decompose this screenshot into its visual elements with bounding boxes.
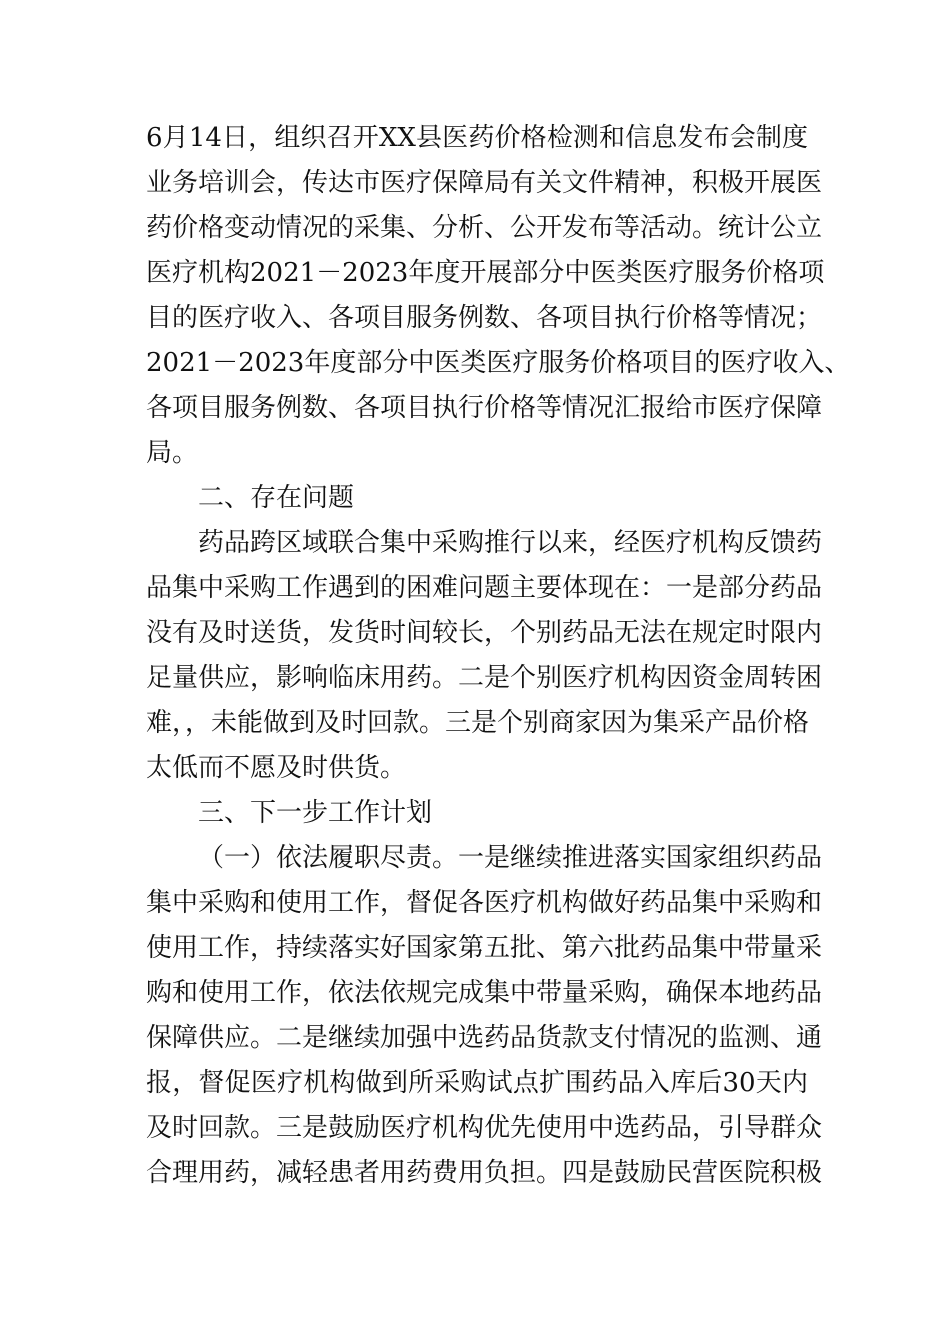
text-line: 业务培训会，传达市医疗保障局有关文件精神，积极开展医 (146, 168, 823, 198)
text-line: 2021－2023年度部分中医类医疗服务价格项目的医疗收入、 (146, 348, 851, 378)
paragraph-work-plan (146, 836, 823, 1196)
text-line: 购和使用工作，依法依规完成集中带量采购，确保本地药品 (146, 978, 823, 1008)
text-line: 目的医疗收入、各项目服务例数、各项目执行价格等情况； (146, 303, 823, 333)
section-heading-next-steps: 三、下一步工作计划 (198, 798, 433, 828)
document-body (146, 116, 851, 1196)
text-line: 足量供应，影响临床用药。二是个别医疗机构因资金周转困 (146, 663, 823, 693)
text-line: 保障供应。二是继续加强中选药品货款支付情况的监测、通 (146, 1023, 823, 1053)
text-line: （一）依法履职尽责。一是继续推进落实国家组织药品 (198, 843, 823, 873)
section-heading-problems: 二、存在问题 (198, 483, 355, 513)
text-line: 药品跨区域联合集中采购推行以来，经医疗机构反馈药 (198, 528, 823, 558)
text-line: 使用工作，持续落实好国家第五批、第六批药品集中带量采 (146, 933, 823, 963)
paragraph-medical-price-info (146, 116, 851, 476)
text-line: 局。 (146, 438, 199, 468)
paragraph-existing-problems (146, 521, 823, 791)
text-line: 太低而不愿及时供货。 (146, 753, 407, 783)
text-line: 没有及时送货，发货时间较长，个别药品无法在规定时限内 (146, 618, 823, 648)
text-line: 医疗机构2021－2023年度开展部分中医类医疗服务价格项 (146, 258, 825, 288)
text-line: 合理用药，减轻患者用药费用负担。四是鼓励民营医院积极 (146, 1158, 823, 1188)
text-line: 报，督促医疗机构做到所采购试点扩围药品入库后30天内 (146, 1068, 808, 1098)
text-line: 及时回款。三是鼓励医疗机构优先使用中选药品，引导群众 (146, 1113, 823, 1143)
text-line: 6月14日，组织召开XX县医药价格检测和信息发布会制度 (146, 123, 808, 153)
text-line: 难，，未能做到及时回款。三是个别商家因为集采产品价格 (146, 708, 810, 738)
text-line: 品集中采购工作遇到的困难问题主要体现在：一是部分药品 (146, 573, 823, 603)
text-line: 各项目服务例数、各项目执行价格等情况汇报给市医疗保障 (146, 393, 823, 423)
text-line: 药价格变动情况的采集、分析、公开发布等活动。统计公立 (146, 213, 823, 243)
text-line: 集中采购和使用工作，督促各医疗机构做好药品集中采购和 (146, 888, 823, 918)
